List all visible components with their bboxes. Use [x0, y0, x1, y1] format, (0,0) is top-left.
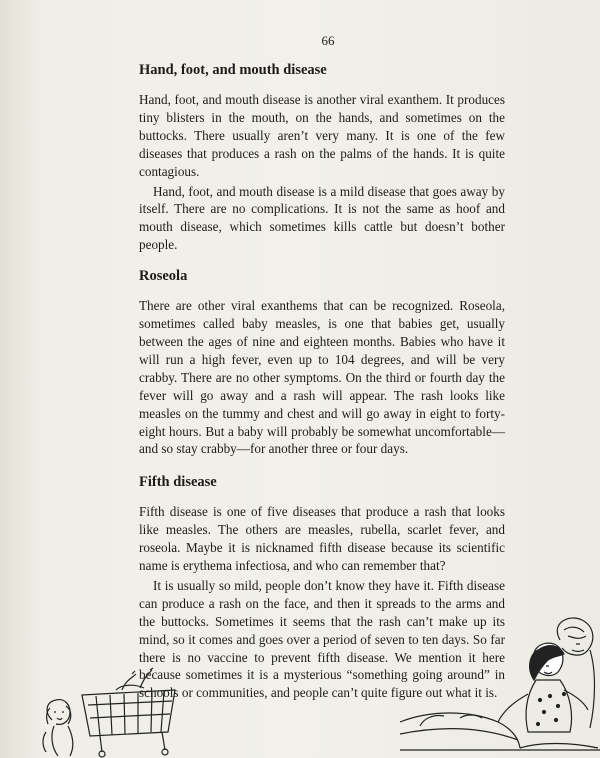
section-heading: Fifth disease: [139, 474, 217, 491]
paragraph: Fifth disease is one of five diseases that produce a rash that looks like measles. The others are measles, rubella, scarlet fever, and roseola. Maybe it is nicknamed fifth disease because its scientific name is erythema infectiosa, and who can remember that?: [139, 504, 505, 574]
paragraph: Hand, foot, and mouth disease is a mild disease that goes away by itself. There are no complications. It is not the same as hoof and mouth disease, which sometimes kills cattle but doesn’t bother people.: [139, 183, 505, 253]
paragraph: Hand, foot, and mouth disease is another viral exanthem. It produces tiny blisters in the mouth, on the hands, and sometimes on the buttocks. There usually aren’t very many. It is one of the few diseases that produces a rash on the palms of the hands. It is quite contagious.: [139, 92, 505, 179]
paragraph: There are other viral exanthems that can be recognized. Roseola, sometimes called baby measles, is one that babies get, usually between the ages of nine and eighteen months. Babies who have it will run a high fever, even up to 104 degrees, and will be very crabby. There are no other symptoms. On the third or fourth day the fever will go away and a rash will appear. The rash looks like measles on the tummy and chest and will go away in eight to forty-eight hours. But a baby will probably be somewhat uncomfortable—and so stay crabby—for another three or four days.: [139, 298, 505, 457]
bassinet-dog-illustration: [40, 660, 190, 758]
section-roseola: [139, 268, 505, 458]
paragraph: It is usually so mild, people don’t know they have it. Fifth disease can produce a rash on the face, and then it spreads to the arms and the buttocks. Sometimes it seems that the rash can’t make up its mind, so it comes and goes over a period of seven to ten days. So far there is no vaccine to prevent fifth disease. We mention it here because sometimes it is a mysterious “something going around” in schools or communities, and people can’t quite figure out what it is.: [139, 577, 505, 701]
section-hand-foot-mouth: [139, 62, 505, 254]
page-number: 66: [321, 33, 335, 48]
parent-child-illustration: [400, 610, 600, 758]
section-heading: Hand, foot, and mouth disease: [139, 62, 327, 78]
section-heading: Roseola: [139, 268, 188, 285]
